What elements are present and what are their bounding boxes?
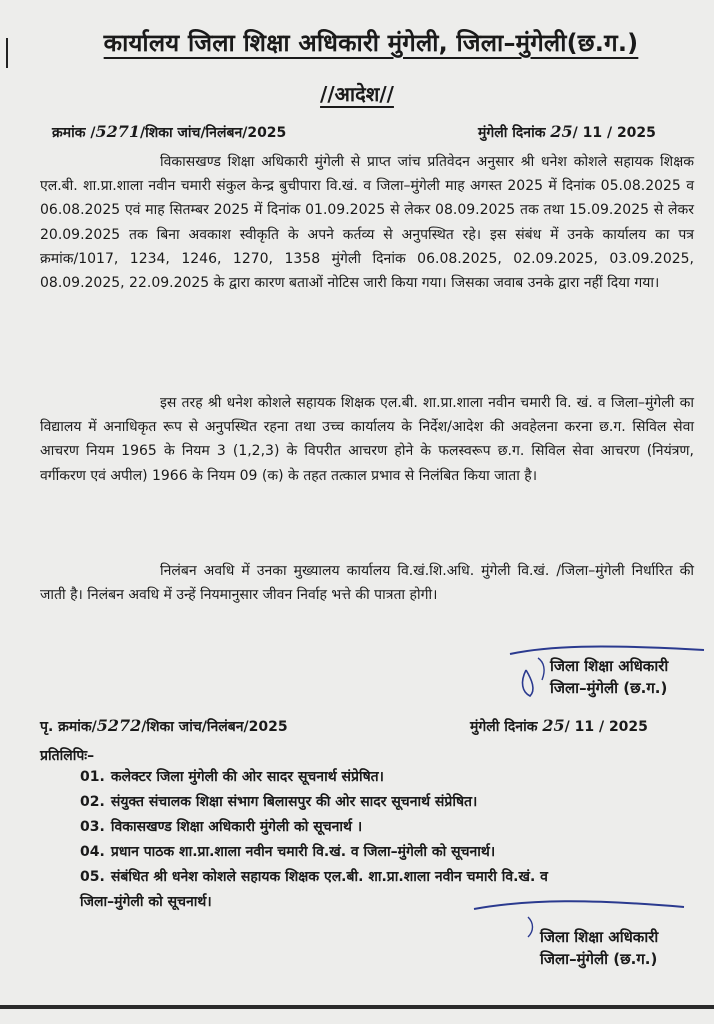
order-date [478,122,656,142]
endorsement-ref-suffix: /शिका जांच/निलंबन/2025 [141,719,288,735]
signatory-title: जिला शिक्षा अधिकारी [550,657,669,675]
endorsement-date [470,716,648,736]
list-item: 05. संबंधित श्री धनेश कोशले सहायक शिक्षक एल.बी. शा.प्रा.शाला नवीन चमारी वि.खं. व जिला–मुंगेली को सूचनार्थ। [80,869,548,910]
order-ref-prefix: क्रमांक / [52,125,96,141]
copies-list [80,765,704,915]
list-item: 03. विकासखण्ड शिक्षा अधिकारी मुंगेली को सूचनार्थ । [80,819,363,835]
copies-heading: प्रतिलिपिः– [40,748,95,764]
order-ref-suffix: /शिका जांच/निलंबन/2025 [140,125,287,141]
endorsement-date-label: मुंगेली दिनांक [470,719,538,735]
order-date-month-year: / 11 / 2025 [572,125,656,141]
margin-mark [6,38,8,68]
list-item: 04. प्रधान पाठक शा.प्रा.शाला नवीन चमारी वि.खं. व जिला–मुंगेली को सूचनार्थ। [80,844,496,860]
paragraph-3: निलंबन अवधि में उनका मुख्यालय कार्यालय वि.खं.शि.अधि. मुंगेली वि.खं. /जिला–मुंगेली निर्धारित की जाती है। निलंबन अवधि में उन्हें नियमानुसार जीवन निर्वाह भत्ते की पात्रता होगी। [40,563,694,604]
signature-block-2 [540,926,658,970]
list-item: 02. संयुक्त संचालक शिक्षा संभाग बिलासपुर की ओर सादर सूचनार्थ संप्रेषित। [80,794,478,810]
order-date-label: मुंगेली दिनांक [478,125,546,141]
bottom-rule [0,1005,714,1009]
order-title: //आदेश// [320,82,394,106]
order-ref-number: 5271 [95,122,141,141]
order-reference [52,122,286,142]
endorsement-reference [40,716,288,736]
signature-block-1 [550,655,668,699]
endorsement-ref-number: 5272 [96,716,142,735]
paragraph-1: विकासखण्ड शिक्षा अधिकारी मुंगेली से प्राप्त जांच प्रतिवेदन अनुसार श्री धनेश कोशले सहायक शिक्षक एल.बी. शा.प्रा.शाला नवीन चमारी संकुल केन्द्र बुचीपारा वि.खं. व जिला–मुंगेली माह अगस्त 2025 में दिनांक 05.08.2025 व 06.08.2025 एवं माह सितम्बर 2025 में दिनांक 01.09.2025 से लेकर 08.09.2025 तक तथा 15.09.2025 से लेकर 20.09.2025 तक बिना अवकाश स्वीकृति के अपने कर्तव्य से अनुपस्थित रहे। इस संबंध में उनके कार्यालय का पत्र क्रमांक/1017, 1234, 1246, 1270, 1358 मुंगेली दिनांक 06.08.2025, 02.09.2025, 03.09.2025, 08.09.2025, 22.09.2025 के द्वारा कारण बताओं नोटिस जारी किया गया। जिसका जवाब उनके द्वारा नहीं दिया गया। [40,154,694,292]
order-date-day: 25 [550,122,573,141]
endorsement-date-day: 25 [542,716,565,735]
signatory-district: जिला–मुंगेली (छ.ग.) [550,679,668,697]
signatory-title: जिला शिक्षा अधिकारी [540,928,659,946]
office-heading: कार्यालय जिला शिक्षा अधिकारी मुंगेली, जिला–मुंगेली(छ.ग.) [103,29,639,57]
endorsement-date-month-year: / 11 / 2025 [564,719,648,735]
endorsement-ref-prefix: पृ. क्रमांक/ [40,719,97,735]
paragraph-2: इस तरह श्री धनेश कोशले सहायक शिक्षक एल.बी. शा.प्रा.शाला नवीन चमारी वि. खं. व जिला–मुंगेली का विद्यालय में अनाधिकृत रूप से अनुपस्थित रहना तथा उच्च कार्यालय के निर्देश/आदेश की अवहेलना करना छ.ग. सिविल सेवा आचरण नियम 1965 के नियम 3 (1,2,3) के विपरीत आचरण होने के फलस्वरूप छ.ग. सिविल सेवा आचरण (नियंत्रण, वर्गीकरण एवं अपील) 1966 के नियम 09 (क) के तहत तत्काल प्रभाव से निलंबित किया जाता है। [40,395,694,484]
signatory-district: जिला–मुंगेली (छ.ग.) [540,950,658,968]
list-item: 01. कलेक्टर जिला मुंगेली की ओर सादर सूचनार्थ संप्रेषित। [80,769,384,785]
